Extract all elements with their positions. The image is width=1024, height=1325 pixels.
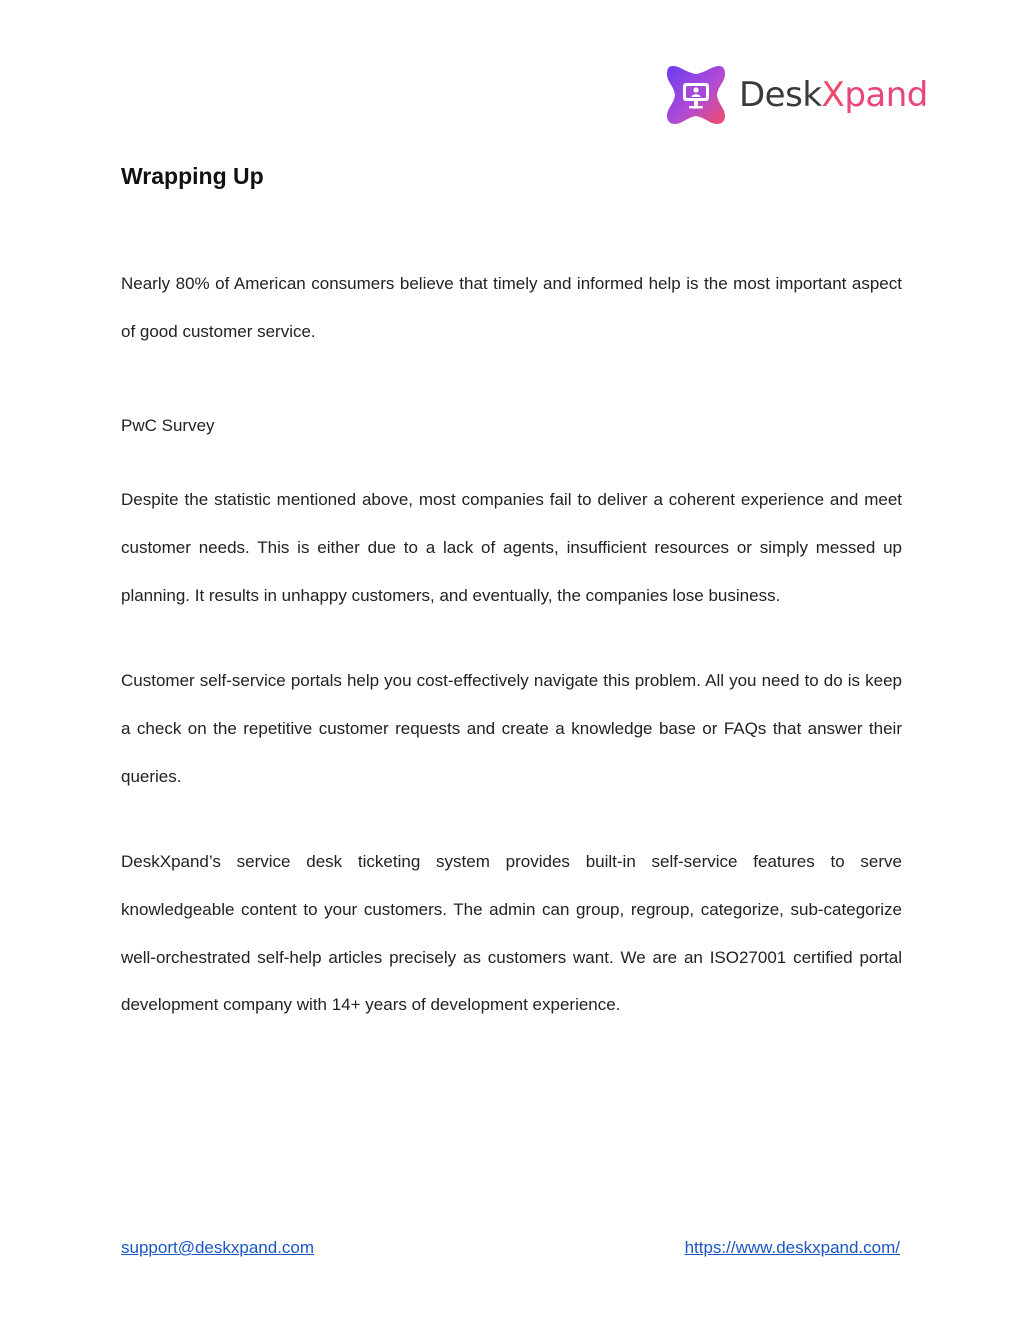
- paragraph-source: PwC Survey: [121, 416, 215, 436]
- footer: [121, 1238, 902, 1264]
- deskxpand-logo: [663, 60, 953, 130]
- paragraph-deskxpand: DeskXpand’s service desk ticketing system provides built-in self-service features to serve knowledgeable content to your customers. The admin can group, regroup, categorize, sub-categorize well-orchestrated self-help articles precisely as customers want. We are an ISO27001 certified portal development company with 14+ years of development experience.: [121, 852, 902, 1015]
- section-heading: Wrapping Up: [121, 163, 264, 189]
- logo-wordmark-pand: pand: [844, 75, 928, 115]
- document-body: [121, 158, 902, 1029]
- logo-wordmark: [739, 75, 928, 115]
- logo-wordmark-desk: Desk: [739, 75, 822, 115]
- deskxpand-logo-icon: [663, 62, 729, 128]
- website-link[interactable]: https://www.deskxpand.com/: [684, 1238, 900, 1257]
- logo-wordmark-x: X: [821, 75, 845, 115]
- paragraph-statistic: Nearly 80% of American consumers believe that timely and informed help is the most important aspect of good customer service.: [121, 274, 902, 341]
- support-email-link[interactable]: support@deskxpand.com: [121, 1238, 315, 1257]
- paragraph-solution: Customer self-service portals help you cost-effectively navigate this problem. All you need to do is keep a check on the repetitive customer requests and create a knowledge base or FAQs that answer their queries.: [121, 671, 902, 786]
- paragraph-problem: Despite the statistic mentioned above, most companies fail to deliver a coherent experience and meet customer needs. This is either due to a lack of agents, insufficient resources or simply messed up planning. It results in unhappy customers, and eventually, the companies lose business.: [121, 490, 902, 605]
